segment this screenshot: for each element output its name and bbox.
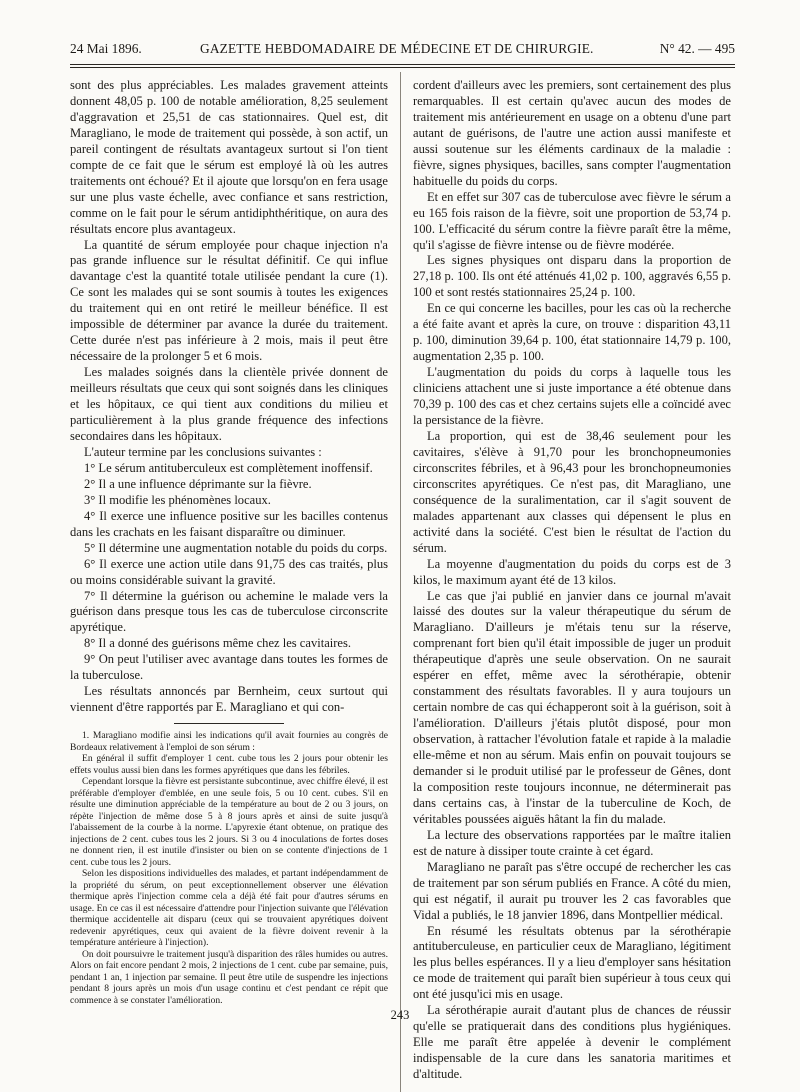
conclusion-item: 9° On peut l'utiliser avec avantage dans toutes les formes de la tuberculose. [70, 652, 388, 683]
conclusion-item: 4° Il exerce une influence positive sur les bacilles contenus dans les crachats en les faisant disparaître ou diminuer. [70, 508, 388, 539]
paragraph: En ce qui concerne les bacilles, pour les cas où la recherche a été faite avant et après la cure, on trouve : disparition 43,11 p. 100, diminution 39,64 p. 100, état stationnaire 14,79 p. 100, augmentation 2,35 p. 100. [413, 301, 731, 364]
footnote-paragraph: On doit poursuivre le traitement jusqu'à disparition des râles humides ou autres. Alors on fait encore pendant 2 mois, 2 injections de 1 cent. cube par semaine, puis, pendant 1 an, 1 injection par semaine. Il peut être utile de suspendre les injections pendant 8 jours après un mois d'un usage continu et c'est pendant ce répit que commence à se constater l'amélioration. [70, 948, 388, 1006]
paragraph: La quantité de sérum employée pour chaque injection n'a pas grande influence sur le résultat définitif. Ce qui influe davantage c'est la quantité totale utilisée pendant la cure (1). Ce sont les malades qui se sont soumis à toutes les exigences du traitement qui en ont retiré le meilleur bénéfice. Il est impossible de déterminer par avance la durée du traitement. Cette durée n'est pas inférieure à 2 mois, mais il peut être nécessaire de la prolonger 5 et 6 mois. [70, 237, 388, 364]
conclusion-item: 3° Il modifie les phénomènes locaux. [84, 492, 271, 507]
paragraph: Et en effet sur 307 cas de tuberculose avec fièvre le sérum a eu 165 fois raison de la fièvre, soit une proportion de 53,74 p. 100. L'efficacité du sérum contre la fièvre paraît être la même, qu'il s'agisse de fièvre intense ou de fièvre modérée. [413, 189, 731, 252]
paragraph: Les malades soignés dans la clientèle privée donnent de meilleurs résultats que ceux qui sont soignés dans les cliniques et les hôpitaux, ce qui tient aux conditions du milieu et particulièrement à la plus grande fréquence des infections secondaires dans les hôpitaux. [70, 365, 388, 443]
conclusion-item: 1° Le sérum antituberculeux est complètement inoffensif. [84, 460, 373, 475]
footnote-paragraph: En général il suffit d'employer 1 cent. cube tous les 2 jours pour obtenir les effets voulus aussi bien dans les formes apyrétiques que dans les fébriles. [70, 753, 388, 776]
conclusion-item: 2° Il a une influence déprimante sur la fièvre. [84, 476, 312, 491]
paragraph: Les résultats annoncés par Bernheim, ceux surtout qui viennent d'être rapportés par E. Maragliano et qui con- [70, 684, 388, 715]
footnote-rule [174, 723, 284, 724]
page-number: 243 [390, 1008, 410, 1022]
running-header [70, 38, 735, 60]
conclusion-item: 6° Il exerce une action utile dans 91,75 des cas traités, plus ou moins considérable suivant la gravité. [70, 556, 388, 587]
paragraph: L'augmentation du poids du corps à laquelle tous les cliniciens attachent une si juste importance a été obtenue dans 70,39 p. 100 des cas et chez certains sujets elle a coïncidé avec la persistance de la fièvre. [413, 365, 731, 428]
paragraph: Les signes physiques ont disparu dans la proportion de 27,18 p. 100. Ils ont été atténués 41,02 p. 100, aggravés 6,55 p. 100 et sont restés stationnaires 25,24 p. 100. [413, 253, 731, 300]
header-rule-bottom [70, 67, 735, 68]
paragraph: cordent d'ailleurs avec les premiers, sont certainement des plus remarquables. Il est certain qu'avec aucun des modes de traitement mis antérieurement en usage on a obtenu d'une part autant de guérisons, de l'autre une action aussi manifeste et aussi soutenue sur les éléments cardinaux de la maladie : fièvre, signes physiques, bacilles, sans compter l'augmentation habituelle du poids du corps. [413, 78, 731, 188]
paragraph: Le cas que j'ai publié en janvier dans ce journal m'avait laissé des doutes sur la valeur thérapeutique du sérum de Maragliano. D'ailleurs je m'étais tenu sur la réserve, comprenant fort bien qu'il était impossible de juger un produit thérapeutique d'après une seule observation. On ne saurait espérer en effet, même avec la sérothérapie, obtenir constamment des résultats favorables. Il y aura toujours un certain nombre de cas qui échapperont soit à la guérison, soit à l'amélioration. D'ailleurs j'étais plutôt disposé, pour mon observation, à rattacher l'évolution fatale et rapide à la maladie elle-même et non au sérum. Mais enfin on pouvait toujours se demander si le produit utilisé par le professeur de Gênes, dont la composition reste toujours inconnue, ne déterminerait pas dans certains cas, à l'instar de la tuberculine de Koch, de véritables poussées aiguës hâtant la fin du malade. [413, 588, 731, 826]
header-issue-page: N° 42. — 495 [659, 41, 735, 56]
paragraph: Maragliano ne paraît pas s'être occupé de rechercher les cas de traitement par son sérum publiés en France. A côté du mien, qui est négatif, il aurait pu trouver les 2 cas favorables que Vidal a publiés, le 18 janvier 1896, dans Montpellier médical. [413, 859, 731, 922]
paragraph: sont des plus appréciables. Les malades gravement atteints donnent 48,05 p. 100 de notable amélioration, 8,25 seulement d'aggravation et 25,51 de cas stationnaires. Quel est, dit Maragliano, le mode de traitement qui possède, à son actif, un pareil contingent de résultats avantageux surtout si l'on tient compte de ce fait que le sérum est employé là où les autres traitements ont échoué? Et il ajoute que lorsqu'on en fera usage sur une plus vaste échelle, avec confiance et sans restriction, comme on le fait pour le sérum antidiphthéritique, on aura des résultats encore plus avantageux. [70, 78, 388, 236]
conclusion-item: 5° Il détermine une augmentation notable du poids du corps. [84, 540, 388, 555]
paragraph: La proportion, qui est de 38,46 seulement pour les cavitaires, s'élève à 91,70 pour les bronchopneumonies circonscrites fébriles, et à 96,43 pour les bronchopneumonies circonscrites apyrétiques. Ce n'est pas, dit Maragliano, une conséquence de la suralimentation, car il s'agit souvent de malades appartenant aux classes qui dépensent le plus en activité dans la société. C'est bien le résultat de l'action du sérum. [413, 428, 731, 555]
footnote-paragraph: Selon les dispositions individuelles des malades, et partant indépendamment de la propriété du sérum, on peut exceptionnellement observer une élévation thermique après l'injection comme cela a déjà été fait pour d'autres sérums en usage. En ce cas il est nécessaire d'attendre pour l'injection suivante que l'élévation thermique accidentelle ait disparu (ceux qui se trouvaient apyrétiques doivent redevenir apyrétiques, ceux qui avaient de la fièvre doivent revenir à la température antérieure à l'injection). [70, 868, 388, 949]
column-divider [400, 72, 401, 1092]
paragraph: La lecture des observations rapportées par le maître italien est de nature à dissiper toute crainte à cet égard. [413, 827, 731, 858]
header-date: 24 Mai 1896. [70, 41, 142, 56]
conclusion-item: 8° Il a donné des guérisons même chez les cavitaires. [84, 636, 352, 651]
header-title: GAZETTE HEBDOMADAIRE DE MÉDECINE ET DE CHIRURGIE. [200, 41, 594, 56]
footnote-paragraph: Cependant lorsque la fièvre est persistante subcontinue, avec chiffre élevé, il est préférable d'employer d'emblée, en une seule fois, 5 ou 10 cent. cubes. S'il en résulte une diminution appréciable de la température au bout de 2 ou 3 jours, on répète l'injection de même dose 5 à 8 jours après et ainsi de suite jusqu'à l'abaissement de la courbe à la norme. L'apyrexie étant obtenue, on pratique des injections de 2 cent. cubes tous les 2 jours. Si 3 ou 4 inoculations de fortes doses ne donnent rien, il est inutile d'insister ou bien on se contente d'injections de 1 cent. cube tous les 2 jours. [70, 776, 388, 868]
header-rule-top [70, 64, 735, 65]
paragraph: En résumé les résultats obtenus par la sérothérapie antituberculeuse, en particulier ceux de Maragliano, légitiment les plus belles espérances. Il y a lieu d'employer sans hésitation ce mode de traitement qui paraît bien supérieur à tous ceux qui ont été jusqu'ici mis en usage. [413, 923, 731, 1002]
footnote-paragraph: 1. Maragliano modifie ainsi les indications qu'il avait fournies au congrès de Bordeaux relativement à l'emploi de son sérum : [70, 730, 388, 753]
paragraph: L'auteur termine par les conclusions suivantes : [84, 444, 322, 459]
paragraph: La sérothérapie aurait d'autant plus de chances de réussir qu'elle se pratiquerait dans des conditions plus hygiéniques. Elle me paraît être appelée à devenir le complément indispensable de la cure dans les sanatoria maritimes et d'altitude. [413, 1003, 731, 1082]
footnote [70, 730, 388, 1006]
left-column [70, 78, 388, 1006]
paragraph: La moyenne d'augmentation du poids du corps est de 3 kilos, le maximum ayant été de 13 kilos. [413, 556, 731, 587]
conclusion-item: 7° Il détermine la guérison ou achemine le malade vers la guérison dans presque tous les cas de tuberculose circonscrite apyrétique. [70, 588, 388, 635]
right-column [413, 78, 731, 1083]
